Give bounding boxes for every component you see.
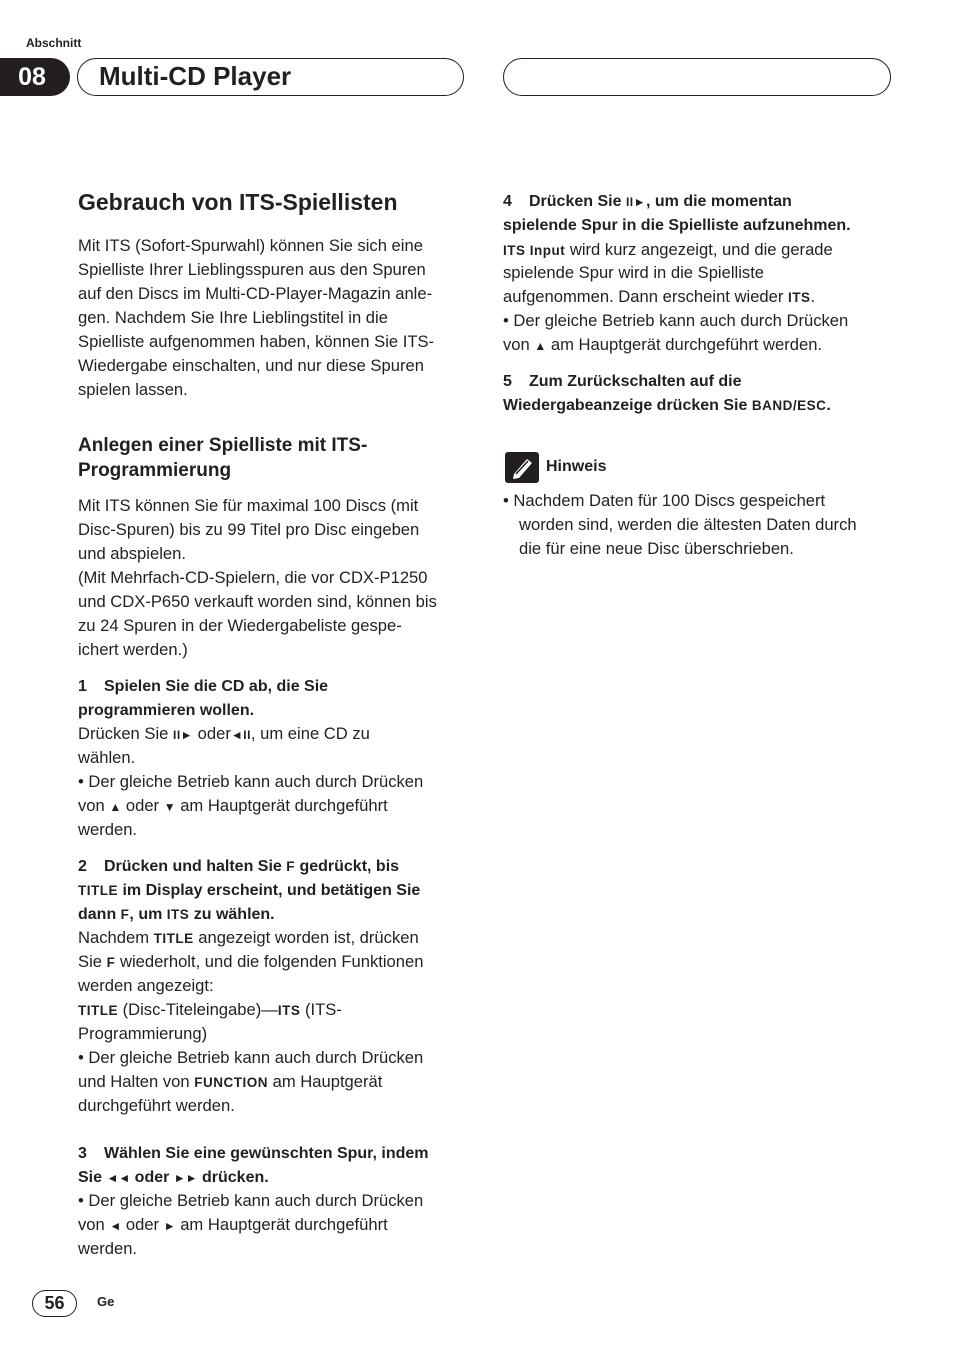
text-line	[78, 794, 388, 819]
text: von	[503, 335, 535, 354]
note-line: • Nachdem Daten für 100 Discs gespeichert	[503, 491, 826, 510]
title-display: TITLE	[78, 883, 118, 898]
text: (Disc-Titeleingabe)—	[118, 1000, 278, 1019]
text: Sie	[78, 952, 107, 971]
step-number: 1	[78, 678, 87, 695]
text-line	[78, 998, 342, 1023]
step-title	[78, 1166, 269, 1190]
step-number: 5	[503, 373, 512, 390]
text-line: • Der gleiche Betrieb kann auch durch Drücken	[78, 1048, 424, 1067]
text: zu wählen.	[189, 906, 275, 923]
text: und Halten von	[78, 1072, 195, 1091]
text-line: werden.	[78, 1239, 138, 1258]
text-line: wählen.	[78, 748, 136, 767]
section-heading: Gebrauch von ITS-Spiellisten	[78, 189, 398, 215]
band-esc-key: BAND/ESC	[751, 398, 827, 413]
text: , um die momentan	[645, 193, 792, 210]
left-arrow-icon: ◄	[109, 1219, 122, 1233]
step-title	[78, 855, 399, 879]
text: von	[78, 796, 110, 815]
text-line: spielende Spur wird in die Spielliste	[503, 263, 765, 282]
text: am Hauptgerät durchgeführt werden.	[546, 335, 823, 354]
text: Drücken Sie	[529, 193, 626, 210]
text: .	[810, 287, 816, 306]
chapter-title: Multi-CD Player	[77, 58, 464, 96]
subheading-line: Anlegen einer Spielliste mit ITS-	[78, 435, 368, 456]
f-key: F	[120, 907, 130, 922]
step-title	[78, 1142, 429, 1166]
text: dann	[78, 906, 121, 923]
title-display: TITLE	[153, 931, 194, 946]
text: Drücken und halten Sie	[104, 858, 287, 875]
text: am Hauptgerät	[268, 1072, 383, 1091]
up-arrow-icon: ▲	[109, 800, 122, 814]
text-line: ichert werden.)	[78, 640, 188, 659]
text-line: Wiedergabe einschalten, und nur diese Spuren	[78, 356, 424, 375]
text-line: • Der gleiche Betrieb kann auch durch Drücken	[78, 1191, 424, 1210]
text: (ITS-	[300, 1000, 342, 1019]
subheading-line: Programmierung	[78, 460, 232, 481]
rewind-icon: ◄◄	[106, 1171, 131, 1185]
down-arrow-icon: ▼	[163, 800, 176, 814]
text: im Display erscheint, und betätigen Sie	[118, 882, 421, 899]
text: oder	[193, 724, 231, 743]
text: oder	[130, 1169, 174, 1186]
chapter-number-tab: 08	[0, 58, 70, 96]
text-line: und abspielen.	[78, 544, 186, 563]
text: Wählen Sie eine gewünschten Spur, indem	[104, 1145, 429, 1162]
text-line: Mit ITS (Sofort-Spurwahl) können Sie sich eine	[78, 236, 423, 255]
step-number: 2	[78, 858, 87, 875]
text-line	[503, 333, 822, 358]
text: gedrückt, bis	[295, 858, 400, 875]
text-line: • Der gleiche Betrieb kann auch durch Drücken	[78, 772, 424, 791]
text-line: (Mit Mehrfach-CD-Spielern, die vor CDX-P1250	[78, 568, 428, 587]
text: .	[826, 397, 831, 414]
function-key: FUNCTION	[194, 1075, 268, 1090]
text-line: und CDX-P650 verkauft worden sind, können bis	[78, 592, 437, 611]
text: wiederholt, und die folgenden Funktionen	[115, 952, 424, 971]
language-code: Ge	[97, 1294, 115, 1309]
title-display: TITLE	[78, 1003, 118, 1018]
page-number: 56	[32, 1290, 77, 1317]
its-display: ITS	[277, 1003, 301, 1018]
step-number: 3	[78, 1145, 87, 1162]
text: Nachdem	[78, 928, 154, 947]
text: Sie	[78, 1169, 107, 1186]
step-title	[503, 370, 741, 394]
text-line: durchgeführt werden.	[78, 1096, 235, 1115]
text: angezeigt worden ist, drücken	[193, 928, 419, 947]
step-title-text: Spielen Sie die CD ab, die Sie	[104, 678, 329, 695]
its-input-display: ITS Input	[503, 243, 566, 258]
text-line	[78, 926, 419, 951]
note-line: die für eine neue Disc überschrieben.	[519, 539, 794, 558]
text-line: werden.	[78, 820, 138, 839]
text-line: Disc-Spuren) bis zu 99 Titel pro Disc eingeben	[78, 520, 420, 539]
text: aufgenommen. Dann erscheint wieder	[503, 287, 789, 306]
text: , um	[129, 906, 167, 923]
text-line	[503, 238, 833, 263]
play-pause-icon: II►	[173, 728, 194, 742]
text-line: gen. Nachdem Sie Ihre Lieblingstitel in die	[78, 308, 388, 327]
text-line: spielen lassen.	[78, 380, 188, 399]
step-title	[503, 190, 792, 214]
pencil-note-icon	[505, 452, 539, 483]
up-arrow-icon: ▲	[534, 339, 547, 353]
step-title	[78, 879, 420, 903]
note-line: worden sind, werden die ältesten Daten durch	[519, 515, 857, 534]
text: oder	[121, 796, 164, 815]
text-line: Spielliste Ihrer Lieblingsspuren aus den Spuren	[78, 260, 426, 279]
text: oder	[121, 1215, 164, 1234]
text-line: Spielliste aufgenommen haben, können Sie ITS-	[78, 332, 435, 351]
text: Drücken Sie	[78, 724, 173, 743]
text: Wiedergabeanzeige drücken Sie	[503, 397, 752, 414]
f-key: F	[106, 955, 116, 970]
text-line: Mit ITS können Sie für maximal 100 Discs (mit	[78, 496, 419, 515]
text: drücken.	[197, 1169, 269, 1186]
text-line	[503, 285, 815, 310]
text-line: Programmierung)	[78, 1024, 208, 1043]
step-title	[78, 903, 275, 927]
pause-back-icon: ◄II	[230, 728, 251, 742]
section-label: Abschnitt	[26, 36, 82, 50]
text: am Hauptgerät durchgeführt	[175, 796, 388, 815]
text-line: werden angezeigt:	[78, 976, 214, 995]
text: wird kurz angezeigt, und die gerade	[565, 240, 833, 259]
step-title	[503, 394, 831, 418]
play-pause-icon: II►	[625, 195, 646, 209]
text: am Hauptgerät durchgeführt	[175, 1215, 388, 1234]
text-line	[78, 722, 370, 747]
its-display: ITS	[788, 290, 811, 305]
step-title	[78, 675, 328, 699]
header-right-box	[503, 58, 891, 96]
note-label: Hinweis	[546, 458, 607, 475]
its-display: ITS	[166, 907, 190, 922]
step-title: programmieren wollen.	[78, 702, 255, 719]
text-line	[78, 950, 423, 975]
right-arrow-icon: ►	[163, 1219, 176, 1233]
text-line: zu 24 Spuren in der Wiedergabeliste gespe-	[78, 616, 402, 635]
text: , um eine CD zu	[250, 724, 370, 743]
step-number: 4	[503, 193, 512, 210]
fast-forward-icon: ►►	[173, 1171, 198, 1185]
text-line	[78, 1213, 388, 1238]
text-line	[78, 1070, 382, 1095]
text: Zum Zurückschalten auf die	[529, 373, 742, 390]
f-key: F	[286, 859, 296, 874]
text-line: • Der gleiche Betrieb kann auch durch Drücken	[503, 311, 849, 330]
step-title: spielende Spur in die Spielliste aufzunehmen.	[503, 217, 851, 234]
text-line: auf den Discs im Multi-CD-Player-Magazin anle-	[78, 284, 433, 303]
text: von	[78, 1215, 110, 1234]
